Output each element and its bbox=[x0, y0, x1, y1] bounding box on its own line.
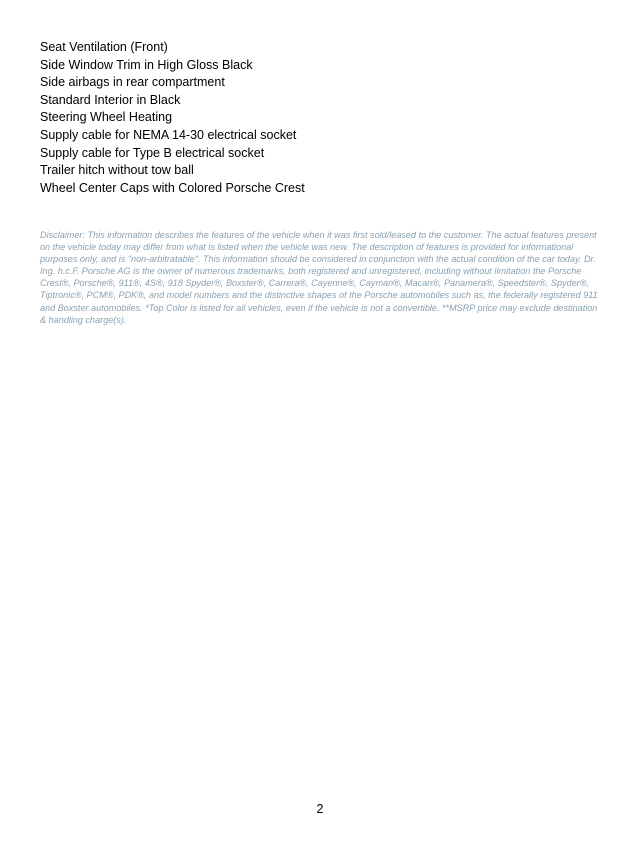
feature-item: Standard Interior in Black bbox=[40, 92, 181, 107]
feature-item: Side Window Trim in High Gloss Black bbox=[40, 57, 253, 72]
disclaimer-text: Disclaimer: This information describes the features of the vehicle when it was first sold/leased to the customer. The actual features present on the vehicle today may differ from what is listed when the vehicle was new. The description of features is provided for informational purposes only, and is "non-arbitratable". This information should be considered in conjunction with the actual condition of the car today. Dr. Ing. h.c.F. Porsche AG is the owner of numerous trademarks, both registered and unregistered, including without limitation the Porsche Crest®, Porsche®, 911®, 4S®, 918 Spyder®, Boxster®, Carrera®, Cayenne®, Cayman®, Macan®, Panamera®, Speedster®, Spyder®, Tiptronic®, PCM®, PDK®, and model numbers and the distinctive shapes of the Porsche automobiles such as, the federally registered 911 and Boxster automobiles. *Top Color is listed for all vehicles, even if the vehicle is not a convertible. **MSRP price may exclude destination & handling charge(s). bbox=[40, 230, 598, 325]
feature-list bbox=[40, 39, 610, 197]
page-number: 2 bbox=[316, 802, 324, 816]
feature-item: Trailer hitch without tow ball bbox=[40, 163, 194, 178]
feature-item: Seat Ventilation (Front) bbox=[40, 40, 168, 54]
feature-item: Steering Wheel Heating bbox=[40, 110, 173, 125]
feature-item: Supply cable for NEMA 14-30 electrical socket bbox=[40, 127, 297, 142]
feature-item: Wheel Center Caps with Colored Porsche Crest bbox=[40, 180, 305, 195]
feature-item: Side airbags in rear compartment bbox=[40, 75, 225, 90]
feature-item: Supply cable for Type B electrical socket bbox=[40, 145, 265, 160]
